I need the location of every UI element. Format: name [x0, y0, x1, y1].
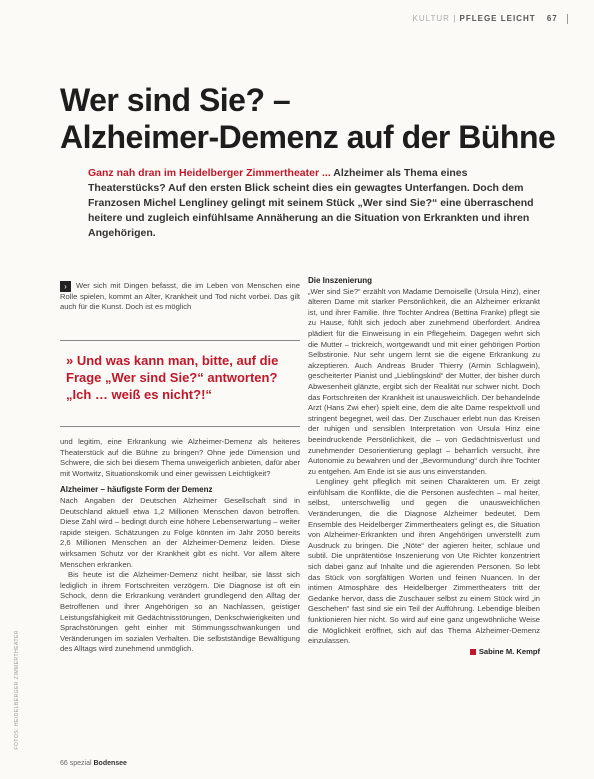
body-paragraph: Nach Angaben der Deutschen Alzheimer Gesellschaft sind in Deutschland aktuell etwa 1,2 Millionen Menschen davon betroffen. Diese Zahl wird – bedingt durch eine höhere Lebenserwartung – weiter rapide steigen. Schätzungen zu Folge könnten im Jahr 2050 bereits 2,6 Millionen Menschen an der Alzheimer-Demenz leiden. Diese wirksamen Schutz vor der Krankheit gibt es nicht. Vor allem ältere Menschen erkranken.	[60, 495, 300, 569]
column-1-intro	[60, 281, 300, 313]
header-divider: |	[453, 14, 460, 24]
quote-rule-bottom	[60, 426, 300, 427]
subheading: Die Inszenierung	[308, 276, 373, 285]
column-1-body	[60, 437, 300, 655]
header-section: KULTUR	[412, 14, 450, 24]
footer-pub: Bodensee	[93, 760, 127, 767]
body-paragraph: und legitim, eine Erkrankung wie Alzheimer-Demenz als heiteres Theaterstück auf die Bühne zu bringen? Ohne jede Dimension und Schwere, die sich bei diesem Thema unweigerlich anbieten, dafür aber mit Wortwitz, Situationskomik und einer gewissen Leichtigkeit?	[60, 437, 300, 478]
footer-page: 66	[60, 760, 68, 767]
body-paragraph: „Wer sind Sie?“ erzählt von Madame Demoiselle (Ursula Hinz), einer älteren Dame mit starker Persönlichkeit, die an Alzheimer erkrankt ist, und ihrer Familie. Ihre Tochter Andrea (Bettina Franke) pflegt sie zu Hause, fühlt sich jedoch aber zunehmend überfordert. Andrea plädiert für die Einweisung in ein Pflegeheim. Dagegen wehrt sich die Mutter – trickreich, wortgewandt und mit einer gehörigen Portion Selbstironie. Nur sehr ungern lernt sie die eigene Erkrankung zu akzeptieren. Auch Andreas Bruder Thierry (Armin Schlagwein), gescheiterter Pianist und „Lieblingskind“ der Mutter, der bisher durch Abwesenheit glänzte, ergibt sich der Realität nur schwer nicht. Doch das Fortschreiten der Krankheit ist unausweichlich. Der behandelnde Arzt (Hans Zwi eher) spielt eine, dem die alte Dame respektvoll und stringent begegnet, weil das. Der Zuschauer erlebt nun das Kreisen der ruhigen und sensiblen Interpretation von Ursula Hinz eine beeindruckende Persönlichkeit, die – von Gedächtnisverlust und zunehmender Desorientierung geplagt – beharrlich versucht, ihre Autonomie zu bewahren und der „Bevormundung“ durch ihre Tochter zu entgehen. Am Ende ist sie aus uns einverstanden.	[308, 286, 540, 476]
header-bar	[567, 14, 568, 24]
page-header	[413, 14, 568, 24]
arrow-icon: ›	[60, 281, 71, 292]
subheading: Alzheimer – häufigste Form der Demenz	[60, 485, 213, 495]
article-title	[60, 82, 555, 156]
pull-quote: » Und was kann man, bitte, auf die Frage „Wer sind Sie?“ antworten? „Ich … weiß es nicht?!“	[66, 353, 279, 402]
photo-credit: FOTOS: HEIDELBERGER ZIMMERTHEATER	[14, 630, 20, 750]
intro-paragraph: Wer sich mit Dingen befasst, die im Leben von Menschen eine Rolle spielen, kommt an Alter, Krankheit und Tod nicht vorbei. Das gilt auch für die Kunst. Doch ist es möglich	[60, 281, 300, 312]
title-line-2: Alzheimer-Demenz auf der Bühne	[60, 119, 556, 155]
title-line-1: Wer sind Sie? –	[60, 82, 291, 118]
author-name: Sabine M. Kempf	[478, 646, 540, 656]
header-title: PFLEGE LEICHT	[459, 14, 536, 24]
author-line	[308, 647, 540, 658]
lead-text: Alzheimer als Thema eines Theaterstücks? Auf den ersten Blick scheint dies ein gewagtes Unterfangen. Doch dem Franzosen Michel Lengliney gelingt mit seinem Stück „Wer sind Sie?“ eine überraschend heitere und zugleich einfühlsame Annäherung an die Situation von Erkrankten und ihren Angehörigen.	[88, 167, 534, 239]
footer-mag: spezial	[69, 760, 92, 767]
lead-paragraph	[88, 166, 538, 241]
body-paragraph: Bis heute ist die Alzheimer-Demenz nicht heilbar, sie lässt sich lediglich in ihrem Fortschreiten verzögern. Die Diagnose ist oft ein Schock, denn die Erkrankung verändert grundlegend den Alltag der Betroffenen und ihrer Angehörigen so an Nachlassen, geistiger Leistungsfähigkeit mit Gedächtnisstörungen, Denkschwierigkeiten und Sprachstörungen geht einher mit Stimmungsschwankungen und Veränderungen im sozialen Verhalten. Die selbstständige Bewältigung des Alltags wird zunehmend unmöglich.	[60, 570, 300, 654]
body-paragraph: Lengliney geht pfleglich mit seinen Charakteren um. Er zeigt einfühlsam die Konflikte, die die Personen ausfechten – mal heiter, selbst, unterschwellig und gegen die unausweichlichen Veränderungen, die die Diagnose Alzheimer bedeutet. Dem Ensemble des Heidelberger Zimmertheaters gelingt es, die Situation von Alzheimer-Erkrankten und ihren Angehörigen unverstellt zum Ausdruck zu bringen. Die „Nöte“ der agieren heiter, schlaue und subtil. Die unprätentiöse Inszenierung von Ute Richter konzentriert sich dabei ganz auf Inhalte und die agierenden Personen. So lebt das Stück von sorgfältigen Worten und feinen Nuancen. In der intimen Atmosphäre des Heidelberger Zimmertheaters tritt der Gedanke hervor, dass die Zuschauer selbst zu einem Stück wird „in Geschehen“ fast sind sie ein Teil der Aufführung. Lebendige bleiben funktionieren hier nicht. So wird auf eine ganz ungewöhnliche Weise die Möglichkeit eröffnet, sich auf das Thema Alzheimer-Demenz einzulassen.	[308, 477, 540, 646]
author-marker-icon	[470, 649, 476, 655]
lead-highlight: Ganz nah dran im Heidelberger Zimmertheater ...	[88, 167, 331, 179]
quote-rule-top	[60, 340, 300, 341]
page-footer	[60, 760, 127, 767]
column-2	[308, 276, 540, 657]
page-number: 67	[546, 14, 558, 24]
